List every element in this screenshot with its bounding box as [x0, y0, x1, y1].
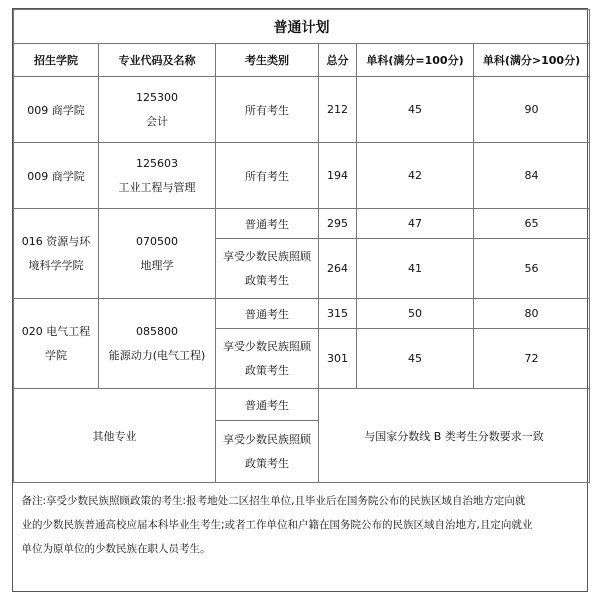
single-gt100-cell: 65 [474, 209, 590, 239]
category-cell: 所有考生 [216, 143, 319, 209]
single-gt100-cell: 80 [474, 299, 590, 329]
total-cell: 315 [319, 299, 357, 329]
category-cell: 普通考生 [216, 299, 319, 329]
major-code: 085800 [136, 324, 178, 338]
single-gt100-cell: 84 [474, 143, 590, 209]
college-line: 016 资源与环 [21, 234, 91, 248]
college-cell: 009 商学院 [14, 77, 99, 143]
category-line: 享受少数民族照顾 [223, 339, 311, 353]
category-cell: 普通考生 [216, 389, 319, 421]
single-gt100-cell: 72 [474, 329, 590, 389]
single-100-cell: 41 [357, 239, 474, 299]
table-row [14, 389, 590, 421]
header-total: 总分 [319, 44, 357, 77]
major-name: 会计 [146, 114, 168, 128]
note-row [14, 483, 590, 590]
major-name: 地理学 [140, 258, 174, 272]
major-cell [99, 209, 216, 299]
major-code: 070500 [136, 234, 178, 248]
category-line: 政策考生 [245, 456, 289, 470]
major-cell [99, 77, 216, 143]
other-majors-cell: 其他专业 [14, 389, 216, 483]
note-cell [14, 483, 590, 590]
single-100-cell: 45 [357, 77, 474, 143]
score-requirements-table [13, 9, 590, 589]
single-100-cell: 42 [357, 143, 474, 209]
college-line: 学院 [45, 348, 67, 362]
header-single-gt100: 单科(满分>100分) [474, 44, 590, 77]
single-gt100-cell: 90 [474, 77, 590, 143]
college-cell [14, 299, 99, 389]
note-line: 业的少数民族普通高校应届本科毕业生考生;或者工作单位和户籍在国务院公布的民族区域自治地方,且定向就业 [21, 519, 533, 531]
single-100-cell: 50 [357, 299, 474, 329]
single-100-cell: 47 [357, 209, 474, 239]
note-line: 单位为原单位的少数民族在职人员考生。 [21, 543, 211, 555]
category-cell: 所有考生 [216, 77, 319, 143]
category-line: 政策考生 [245, 363, 289, 377]
category-cell [216, 239, 319, 299]
single-100-cell: 45 [357, 329, 474, 389]
header-single-100: 单科(满分=100分) [357, 44, 474, 77]
single-gt100-cell: 56 [474, 239, 590, 299]
major-name: 能源动力(电气工程) [108, 348, 206, 362]
table-row [14, 209, 590, 239]
college-line: 020 电气工程 [21, 324, 91, 338]
category-line: 政策考生 [245, 273, 289, 287]
note-line: 备注:享受少数民族照顾政策的考生:报考地处二区招生单位,且毕业后在国务院公布的民族区域自治地方定向就 [21, 495, 526, 507]
category-cell [216, 421, 319, 483]
total-cell: 212 [319, 77, 357, 143]
table-title: 普通计划 [14, 10, 590, 44]
total-cell: 194 [319, 143, 357, 209]
table-row [14, 299, 590, 329]
college-cell [14, 209, 99, 299]
category-cell: 普通考生 [216, 209, 319, 239]
header-row [14, 44, 590, 77]
category-line: 享受少数民族照顾 [223, 249, 311, 263]
table-row [14, 143, 590, 209]
college-line: 境科学学院 [28, 258, 84, 272]
college-cell: 009 商学院 [14, 143, 99, 209]
total-cell: 301 [319, 329, 357, 389]
requirement-cell: 与国家分数线 B 类考生分数要求一致 [319, 389, 590, 483]
major-code: 125300 [136, 90, 178, 104]
header-college: 招生学院 [14, 44, 99, 77]
category-line: 享受少数民族照顾 [223, 432, 311, 446]
header-category: 考生类别 [216, 44, 319, 77]
admission-table-page [12, 8, 588, 592]
major-name: 工业工程与管理 [118, 180, 196, 194]
total-cell: 264 [319, 239, 357, 299]
total-cell: 295 [319, 209, 357, 239]
major-cell [99, 299, 216, 389]
table-row [14, 77, 590, 143]
category-cell [216, 329, 319, 389]
header-major: 专业代码及名称 [99, 44, 216, 77]
major-cell [99, 143, 216, 209]
major-code: 125603 [136, 156, 178, 170]
